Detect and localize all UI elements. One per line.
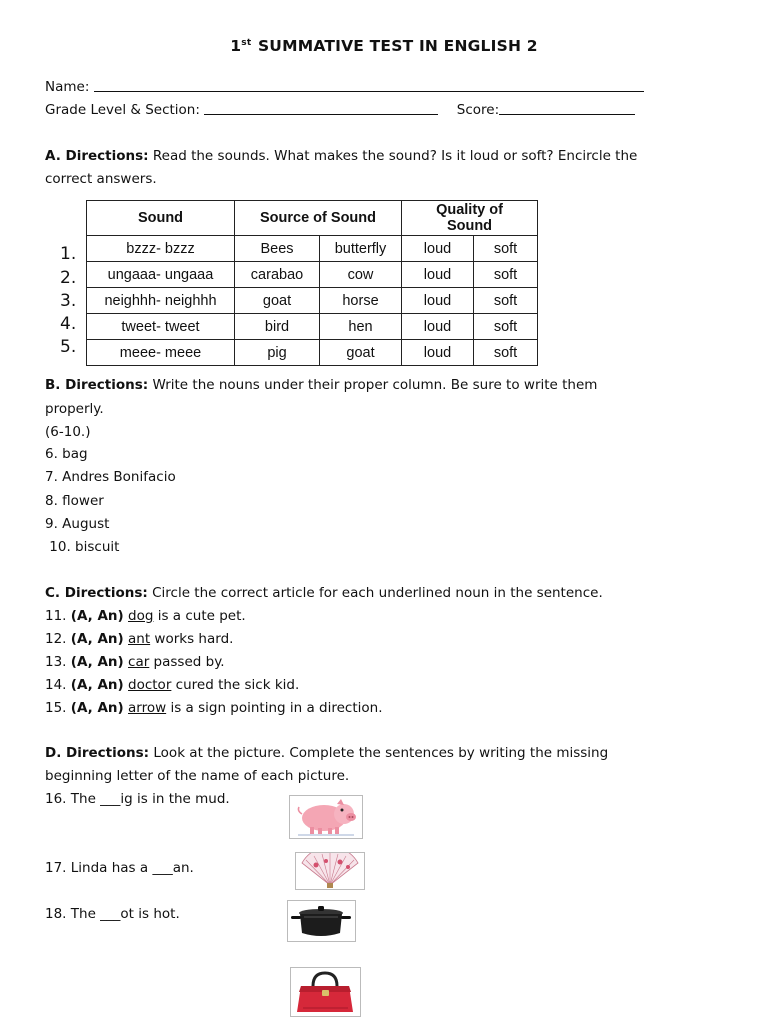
question-item	[45, 653, 225, 671]
quality-option[interactable]: loud	[402, 314, 474, 340]
source-option[interactable]: horse	[320, 288, 402, 314]
sound-cell: bzzz- bzzz	[87, 236, 235, 262]
score-label: Score:	[456, 102, 500, 118]
list-item: 6. bag	[45, 446, 88, 462]
source-option[interactable]: goat	[320, 340, 402, 366]
title-ordinal: 1	[230, 37, 242, 55]
grade-score-line	[45, 101, 635, 119]
list-item: 9. August	[45, 516, 110, 532]
section-b-text-1: Write the nouns under their proper column. Be sure to write them	[152, 377, 598, 393]
name-line	[45, 78, 644, 96]
name-label: Name:	[45, 79, 90, 95]
header-quality	[402, 201, 538, 236]
header-quality-1: Quality of	[436, 202, 503, 218]
underlined-noun: dog	[128, 608, 154, 624]
article-choices[interactable]: (A, An)	[70, 608, 124, 624]
source-option[interactable]: carabao	[235, 262, 320, 288]
section-d-text-1: Look at the picture. Complete the sentences by writing the missing	[153, 745, 609, 761]
picture-question: 18. The ___ot is hot.	[45, 906, 180, 922]
pig-icon	[289, 795, 363, 839]
picture-question: 17. Linda has a ___an.	[45, 860, 194, 876]
item-number: 3.	[60, 291, 77, 311]
sentence-rest: cured the sick kid.	[171, 677, 300, 693]
source-option[interactable]: cow	[320, 262, 402, 288]
sentence-rest: is a cute pet.	[153, 608, 246, 624]
sound-cell: meee- meee	[87, 340, 235, 366]
quality-option[interactable]: soft	[474, 236, 538, 262]
sounds-table	[86, 200, 538, 366]
section-d-directions	[45, 744, 608, 762]
sound-cell: neighhh- neighhh	[87, 288, 235, 314]
article-choices[interactable]: (A, An)	[70, 654, 124, 670]
quality-option[interactable]: loud	[402, 262, 474, 288]
list-item: 7. Andres Bonifacio	[45, 469, 176, 485]
table-row	[87, 262, 538, 288]
grade-blank[interactable]	[204, 101, 438, 115]
pot-icon	[287, 900, 356, 942]
table-header-row	[87, 201, 538, 236]
name-blank[interactable]	[94, 78, 644, 92]
source-option[interactable]: butterfly	[320, 236, 402, 262]
question-number: 11.	[45, 608, 67, 624]
underlined-noun: car	[128, 654, 150, 670]
table-row	[87, 340, 538, 366]
question-item	[45, 630, 233, 648]
quality-option[interactable]: soft	[474, 340, 538, 366]
question-item	[45, 676, 299, 694]
sentence-rest: passed by.	[149, 654, 225, 670]
list-item: 8. flower	[45, 493, 104, 509]
item-number: 1.	[60, 244, 77, 264]
section-c-directions	[45, 584, 603, 602]
quality-option[interactable]: loud	[402, 340, 474, 366]
quality-option[interactable]: soft	[474, 314, 538, 340]
section-a-text-2: correct answers.	[45, 171, 157, 187]
underlined-noun: doctor	[128, 677, 172, 693]
article-choices[interactable]: (A, An)	[70, 677, 124, 693]
section-b-label: B. Directions:	[45, 377, 149, 393]
header-source: Source of Sound	[235, 201, 402, 236]
handbag-icon	[290, 967, 361, 1017]
page-title	[0, 37, 768, 55]
section-b-text-2: properly.	[45, 401, 104, 417]
source-option[interactable]: bird	[235, 314, 320, 340]
article-choices[interactable]: (A, An)	[70, 631, 124, 647]
sound-cell: ungaaa- ungaaa	[87, 262, 235, 288]
item-number: 4.	[60, 314, 77, 334]
source-option[interactable]: pig	[235, 340, 320, 366]
question-number: 15.	[45, 700, 67, 716]
question-item	[45, 699, 383, 717]
question-number: 12.	[45, 631, 67, 647]
source-option[interactable]: Bees	[235, 236, 320, 262]
quality-option[interactable]: soft	[474, 288, 538, 314]
section-a-label: A. Directions:	[45, 148, 149, 164]
question-number: 14.	[45, 677, 67, 693]
picture-question: 16. The ___ig is in the mud.	[45, 791, 230, 807]
title-ordinal-suffix: st	[241, 38, 252, 48]
title-text: SUMMATIVE TEST IN ENGLISH 2	[257, 37, 538, 55]
section-c-label: C. Directions:	[45, 585, 148, 601]
section-b-directions	[45, 376, 597, 394]
sound-cell: tweet- tweet	[87, 314, 235, 340]
item-number: 5.	[60, 337, 77, 357]
section-d-text-2: beginning letter of the name of each picture.	[45, 768, 350, 784]
quality-option[interactable]: soft	[474, 262, 538, 288]
table-row	[87, 314, 538, 340]
section-a-directions	[45, 147, 637, 165]
section-d-label: D. Directions:	[45, 745, 150, 761]
question-number: 13.	[45, 654, 67, 670]
fan-icon	[295, 852, 365, 890]
section-c-text: Circle the correct article for each underlined noun in the sentence.	[152, 585, 603, 601]
table-row	[87, 288, 538, 314]
list-item: 10. biscuit	[45, 539, 120, 555]
score-blank[interactable]	[499, 101, 635, 115]
sentence-rest: is a sign pointing in a direction.	[166, 700, 383, 716]
article-choices[interactable]: (A, An)	[70, 700, 124, 716]
table-row	[87, 236, 538, 262]
source-option[interactable]: goat	[235, 288, 320, 314]
section-b-range: (6-10.)	[45, 424, 91, 440]
header-quality-2: Sound	[446, 218, 493, 234]
section-a-text-1: Read the sounds. What makes the sound? Is it loud or soft? Encircle the	[152, 148, 638, 164]
quality-option[interactable]: loud	[402, 236, 474, 262]
header-sound: Sound	[87, 201, 235, 236]
underlined-noun: arrow	[128, 700, 167, 716]
quality-option[interactable]: loud	[402, 288, 474, 314]
source-option[interactable]: hen	[320, 314, 402, 340]
sentence-rest: works hard.	[150, 631, 234, 647]
item-number: 2.	[60, 268, 77, 288]
grade-label: Grade Level & Section:	[45, 102, 200, 118]
section-a-directions-cont	[45, 170, 157, 188]
question-item	[45, 607, 246, 625]
underlined-noun: ant	[128, 631, 151, 647]
